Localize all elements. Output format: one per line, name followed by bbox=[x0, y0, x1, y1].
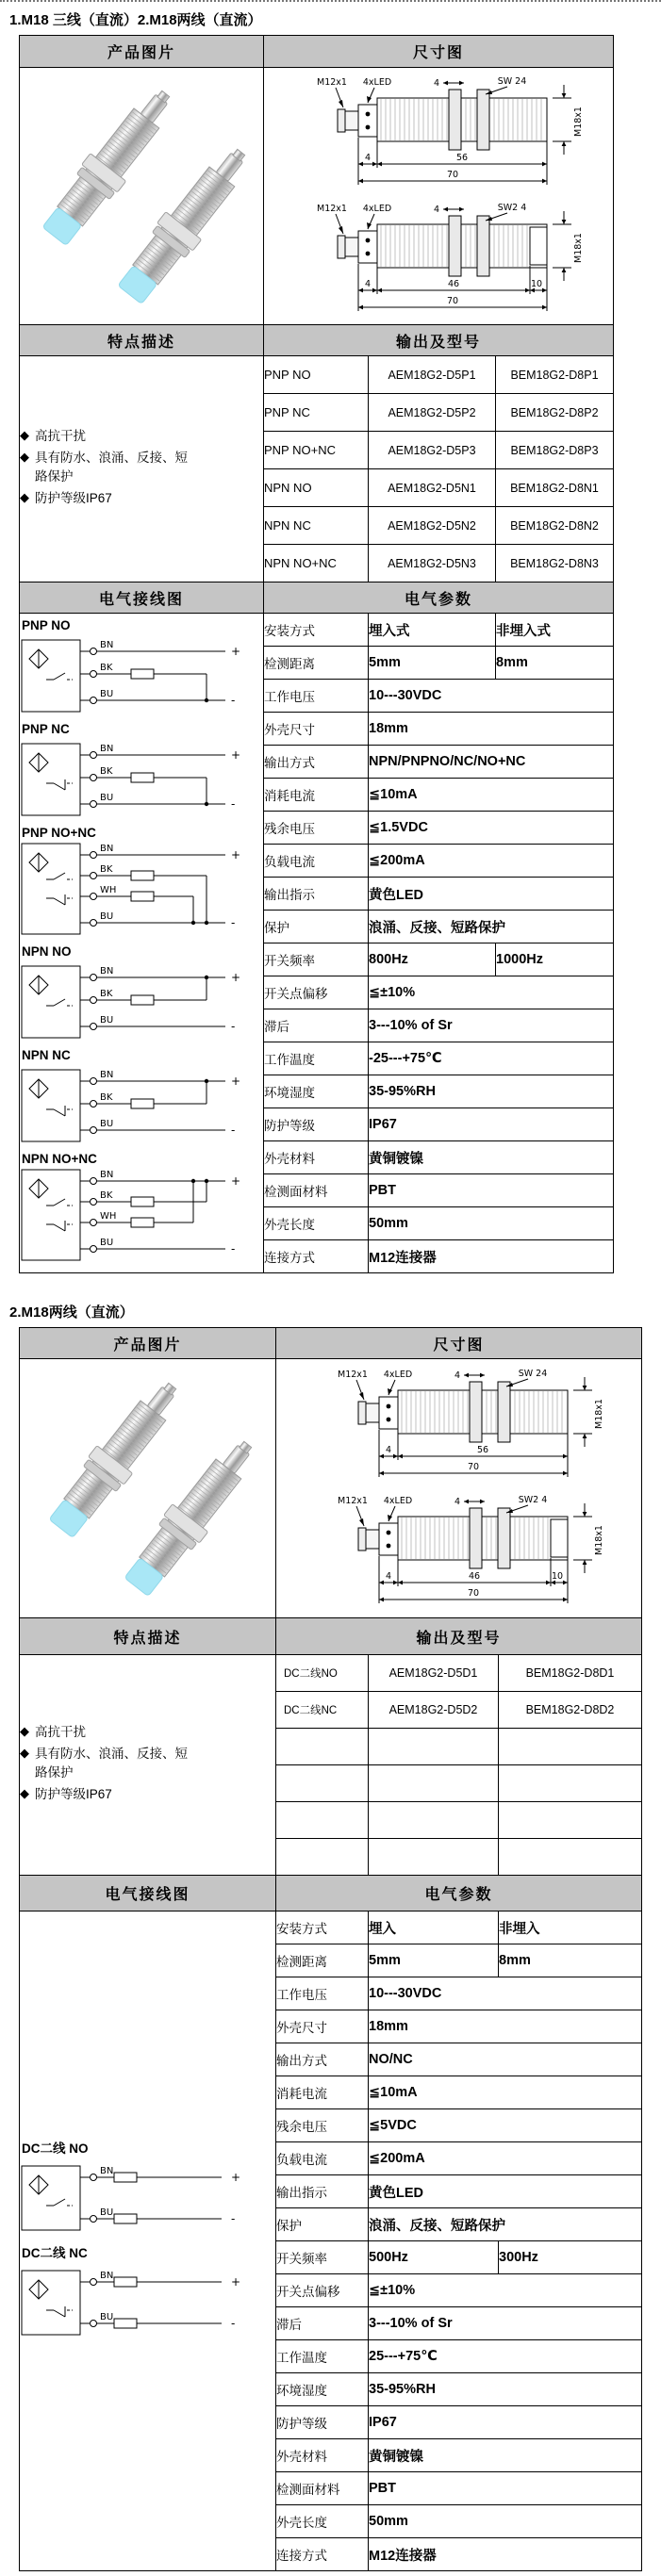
dim-label: SW2 4 bbox=[497, 203, 527, 213]
wire-name: BK bbox=[100, 765, 113, 777]
section2-title: 2.M18两线（直流） bbox=[9, 1304, 134, 1321]
param-label: 负载电流 bbox=[264, 845, 369, 878]
dim-label: M18x1 bbox=[573, 107, 584, 137]
dim-label: 70 bbox=[467, 1588, 479, 1599]
dim-label: 70 bbox=[467, 1462, 479, 1472]
param-label: 连接方式 bbox=[264, 1240, 369, 1273]
minus-sign: - bbox=[231, 915, 236, 929]
dim-label: M18x1 bbox=[593, 1399, 604, 1429]
param-label: 工作电压 bbox=[276, 1977, 369, 2010]
empty-cell bbox=[499, 1765, 642, 1802]
param-value: ≦±10% bbox=[369, 976, 614, 1009]
empty-cell bbox=[276, 1765, 369, 1802]
feature-item bbox=[20, 1745, 275, 1783]
features-cell bbox=[20, 356, 264, 582]
param-label: 工作电压 bbox=[264, 680, 369, 713]
minus-sign: - bbox=[231, 2316, 236, 2330]
spec-table-2 bbox=[19, 1327, 642, 2571]
features-cell bbox=[20, 1655, 276, 1876]
load-resistor bbox=[131, 1099, 154, 1108]
param-value: IP67 bbox=[369, 1108, 614, 1141]
plus-sign: + bbox=[231, 644, 241, 658]
model-flush-cell: AEM18G2-D5P2 bbox=[369, 394, 496, 432]
wiring-diagram bbox=[20, 1048, 263, 1150]
param-value: 800Hz bbox=[369, 943, 496, 976]
empty-cell bbox=[369, 1729, 499, 1765]
minus-sign: - bbox=[231, 2211, 236, 2225]
col-header-wiring: 电气接线图 bbox=[20, 582, 264, 614]
param-label: 环境湿度 bbox=[264, 1075, 369, 1108]
wire-name: BU bbox=[100, 792, 114, 803]
dim-label: 4 bbox=[454, 1370, 460, 1381]
param-label: 工作温度 bbox=[276, 2340, 369, 2373]
wire-name: BU bbox=[100, 2207, 114, 2218]
wire-name: WH bbox=[100, 884, 117, 895]
param-value: ≦200mA bbox=[369, 2142, 642, 2175]
wire-name: BN bbox=[100, 743, 114, 754]
param-value: 黄铜镀镍 bbox=[369, 1141, 614, 1174]
param-value: 500Hz bbox=[369, 2241, 499, 2274]
wire-name: BN bbox=[100, 1169, 114, 1180]
param-label: 检测面材料 bbox=[264, 1174, 369, 1207]
wiring-svg bbox=[20, 2261, 244, 2340]
model-nonflush-cell: BEM18G2-D8N2 bbox=[496, 507, 614, 545]
param-value: ≦10mA bbox=[369, 2076, 642, 2109]
product-photo-cell bbox=[20, 1359, 276, 1618]
wiring-svg bbox=[20, 2157, 244, 2236]
col-header-electrical: 电气参数 bbox=[264, 582, 614, 614]
dim-label: 70 bbox=[446, 170, 459, 180]
param-label: 工作温度 bbox=[264, 1042, 369, 1075]
param-label: 外壳尺寸 bbox=[276, 2010, 369, 2043]
param-value: M12连接器 bbox=[369, 1240, 614, 1273]
wire-name: BU bbox=[100, 911, 114, 922]
wire-name: BU bbox=[100, 1118, 114, 1129]
feature-text: 具有防水、浪涌、反接、短路保护 bbox=[35, 450, 188, 484]
param-label: 滞后 bbox=[264, 1009, 369, 1042]
wiring-cell bbox=[20, 1911, 276, 2571]
minus-sign: - bbox=[231, 1241, 236, 1255]
wire-name: WH bbox=[100, 1210, 117, 1222]
param-value: 浪涌、反接、短路保护 bbox=[369, 911, 614, 943]
model-nonflush-cell: BEM18G2-D8D1 bbox=[499, 1655, 642, 1692]
param-label: 输出方式 bbox=[264, 746, 369, 779]
model-nonflush-cell: BEM18G2-D8P3 bbox=[496, 432, 614, 469]
model-flush-cell: AEM18G2-D5D2 bbox=[369, 1692, 499, 1729]
wiring-diagram bbox=[20, 2242, 275, 2345]
spec-table-1 bbox=[19, 35, 614, 1273]
param-label: 滞后 bbox=[276, 2307, 369, 2340]
dim-label: M18x1 bbox=[573, 233, 584, 263]
param-value: 35-95%RH bbox=[369, 1075, 614, 1108]
param-value: 5mm bbox=[369, 1944, 499, 1977]
wire-name: BN bbox=[100, 965, 114, 976]
wiring-svg bbox=[20, 736, 244, 819]
output-type-cell: PNP NO bbox=[264, 356, 369, 394]
feature-item bbox=[20, 449, 263, 487]
wiring-diagram bbox=[20, 826, 263, 943]
param-label: 检测距离 bbox=[264, 647, 369, 680]
param-label: 保护 bbox=[264, 911, 369, 943]
param-value: 8mm bbox=[496, 647, 614, 680]
wire-name: BK bbox=[100, 988, 113, 999]
empty-cell bbox=[369, 1802, 499, 1839]
col-header-features: 特点描述 bbox=[20, 1618, 276, 1655]
dim-label: 4 bbox=[385, 1571, 391, 1582]
param-label: 消耗电流 bbox=[264, 779, 369, 812]
wiring-label: PNP NC bbox=[22, 721, 70, 736]
param-value: 50mm bbox=[369, 2505, 642, 2538]
wire-name: BK bbox=[100, 1190, 113, 1201]
wire-name: BN bbox=[100, 1069, 114, 1080]
param-value: 埋入式 bbox=[369, 614, 496, 647]
param-label: 残余电压 bbox=[276, 2109, 369, 2142]
load-resistor bbox=[114, 2214, 137, 2223]
dim-label: M12x1 bbox=[337, 1370, 368, 1380]
dim-label: M12x1 bbox=[337, 1496, 368, 1506]
param-value: 10---30VDC bbox=[369, 1977, 642, 2010]
minus-sign: - bbox=[231, 796, 236, 811]
param-value: 18mm bbox=[369, 713, 614, 746]
minus-sign: - bbox=[231, 1123, 236, 1137]
diamond-bullet-icon: ◆ bbox=[20, 449, 29, 464]
minus-sign: - bbox=[231, 1019, 236, 1033]
diamond-bullet-icon: ◆ bbox=[20, 1723, 29, 1738]
feature-item bbox=[20, 427, 263, 446]
model-flush-cell: AEM18G2-D5N2 bbox=[369, 507, 496, 545]
param-label: 输出指示 bbox=[264, 878, 369, 911]
output-type-cell: DC二线NO bbox=[276, 1655, 369, 1692]
param-label: 输出方式 bbox=[276, 2043, 369, 2076]
wiring-svg bbox=[20, 1166, 244, 1264]
model-flush-cell: AEM18G2-D5D1 bbox=[369, 1655, 499, 1692]
param-value: IP67 bbox=[369, 2406, 642, 2439]
dim-label: 4xLED bbox=[383, 1370, 412, 1380]
wire-name: BU bbox=[100, 2311, 114, 2322]
diamond-bullet-icon: ◆ bbox=[20, 490, 29, 505]
dim-label: 4 bbox=[433, 78, 440, 89]
param-label: 消耗电流 bbox=[276, 2076, 369, 2109]
dim-label: SW2 4 bbox=[518, 1495, 547, 1505]
product-photo bbox=[29, 1361, 267, 1612]
empty-cell bbox=[276, 1802, 369, 1839]
param-label: 外壳材料 bbox=[276, 2439, 369, 2472]
dim-label: M12x1 bbox=[317, 204, 347, 214]
param-label: 保护 bbox=[276, 2208, 369, 2241]
dim-label: 10 bbox=[530, 279, 543, 289]
param-value: -25---+75℃ bbox=[369, 1042, 614, 1075]
wire-name: BN bbox=[100, 843, 114, 854]
load-resistor bbox=[131, 669, 154, 679]
wire-name: BN bbox=[100, 639, 114, 650]
col-header-dimension: 尺寸图 bbox=[276, 1328, 642, 1359]
wiring-svg bbox=[20, 959, 244, 1042]
section-m18-two-wire bbox=[0, 1302, 661, 2571]
dim-label: M12x1 bbox=[317, 77, 347, 88]
wiring-svg bbox=[20, 1062, 244, 1145]
feature-item bbox=[20, 1785, 275, 1804]
minus-sign: - bbox=[231, 693, 236, 707]
plus-sign: + bbox=[231, 2274, 241, 2289]
feature-text: 高抗干扰 bbox=[35, 428, 86, 443]
dim-label: 46 bbox=[468, 1571, 480, 1582]
feature-item bbox=[20, 489, 263, 508]
wiring-diagram bbox=[20, 944, 263, 1046]
param-label: 安装方式 bbox=[276, 1911, 369, 1944]
dim-label: 4 bbox=[364, 279, 372, 289]
col-header-output: 输出及型号 bbox=[276, 1618, 642, 1655]
wiring-label: NPN NO+NC bbox=[22, 1151, 97, 1166]
param-label: 外壳尺寸 bbox=[264, 713, 369, 746]
wiring-label: NPN NC bbox=[22, 1047, 71, 1062]
col-header-product: 产品图片 bbox=[20, 1328, 276, 1359]
param-value: PBT bbox=[369, 2472, 642, 2505]
param-value: 8mm bbox=[499, 1944, 642, 1977]
load-resistor bbox=[131, 995, 154, 1005]
diamond-bullet-icon: ◆ bbox=[20, 1745, 29, 1760]
wiring-cell bbox=[20, 614, 264, 1273]
empty-cell bbox=[369, 1839, 499, 1876]
wiring-diagram bbox=[20, 1152, 263, 1269]
param-value: 25---+75℃ bbox=[369, 2340, 642, 2373]
dim-label: 46 bbox=[447, 279, 460, 289]
model-flush-cell: AEM18G2-D5N1 bbox=[369, 469, 496, 507]
param-value: ≦10mA bbox=[369, 779, 614, 812]
feature-text: 防护等级IP67 bbox=[35, 1787, 112, 1802]
dimension-diagram-flush bbox=[283, 75, 594, 194]
plus-sign: + bbox=[231, 1074, 241, 1088]
wire-name: BK bbox=[100, 662, 113, 673]
empty-cell bbox=[499, 1802, 642, 1839]
param-value: M12连接器 bbox=[369, 2538, 642, 2571]
dimension-diagram-flush bbox=[304, 1368, 615, 1486]
wiring-label: DC二线 NO bbox=[22, 2141, 89, 2156]
model-flush-cell: AEM18G2-D5P1 bbox=[369, 356, 496, 394]
param-value: 3---10% of Sr bbox=[369, 1009, 614, 1042]
empty-cell bbox=[276, 1839, 369, 1876]
param-value: 黄色LED bbox=[369, 2175, 642, 2208]
dim-label: 56 bbox=[476, 1445, 488, 1455]
param-value: 1000Hz bbox=[496, 943, 614, 976]
param-value: ≦5VDC bbox=[369, 2109, 642, 2142]
diamond-bullet-icon: ◆ bbox=[20, 427, 29, 442]
wire-name: BU bbox=[100, 1014, 114, 1025]
model-nonflush-cell: BEM18G2-D8N3 bbox=[496, 545, 614, 582]
feature-text: 具有防水、浪涌、反接、短路保护 bbox=[35, 1746, 188, 1780]
empty-cell bbox=[499, 1729, 642, 1765]
product-photo-cell bbox=[20, 68, 264, 325]
col-header-wiring: 电气接线图 bbox=[20, 1876, 276, 1911]
wiring-label: DC二线 NC bbox=[22, 2245, 88, 2260]
col-header-electrical: 电气参数 bbox=[276, 1876, 642, 1911]
wire-name: BK bbox=[100, 1091, 113, 1103]
wiring-label: NPN NO bbox=[22, 943, 72, 959]
wire-name: BK bbox=[100, 863, 113, 875]
param-label: 防护等级 bbox=[264, 1108, 369, 1141]
dim-label: 4 bbox=[364, 153, 372, 163]
param-value: ≦200mA bbox=[369, 845, 614, 878]
dim-label: M18x1 bbox=[593, 1525, 604, 1555]
product-photo bbox=[23, 69, 260, 320]
dim-label: 4 bbox=[385, 1445, 391, 1455]
empty-cell bbox=[276, 1729, 369, 1765]
dim-label: 70 bbox=[446, 296, 459, 306]
diamond-bullet-icon: ◆ bbox=[20, 1786, 29, 1801]
wire-name: BU bbox=[100, 688, 114, 699]
param-value: 浪涌、反接、短路保护 bbox=[369, 2208, 642, 2241]
param-label: 连接方式 bbox=[276, 2538, 369, 2571]
section1-title: 1.M18 三线（直流）2.M18两线（直流） bbox=[9, 12, 262, 28]
load-resistor bbox=[131, 1218, 154, 1227]
section-m18-three-wire bbox=[0, 9, 661, 1273]
param-value: 35-95%RH bbox=[369, 2373, 642, 2406]
wiring-diagram bbox=[20, 618, 263, 720]
load-resistor bbox=[114, 2173, 137, 2182]
page-top-dotted-border bbox=[0, 0, 661, 2]
wiring-label: PNP NO+NC bbox=[22, 825, 96, 840]
plus-sign: + bbox=[231, 2170, 241, 2184]
wiring-svg bbox=[20, 840, 244, 938]
param-label: 开关频率 bbox=[276, 2241, 369, 2274]
param-value: ≦1.5VDC bbox=[369, 812, 614, 845]
param-label: 外壳长度 bbox=[276, 2505, 369, 2538]
param-label: 开关点偏移 bbox=[264, 976, 369, 1009]
param-label: 环境湿度 bbox=[276, 2373, 369, 2406]
feature-text: 防护等级IP67 bbox=[35, 491, 112, 506]
wire-name: BN bbox=[100, 2270, 114, 2281]
dimension-cell bbox=[264, 68, 614, 325]
dimension-cell bbox=[276, 1359, 642, 1618]
dim-label: SW 24 bbox=[518, 1369, 547, 1379]
dim-label: 56 bbox=[455, 153, 469, 163]
output-type-cell: PNP NO+NC bbox=[264, 432, 369, 469]
output-type-cell: NPN NO bbox=[264, 469, 369, 507]
empty-cell bbox=[369, 1765, 499, 1802]
param-value: 非埋入式 bbox=[496, 614, 614, 647]
model-nonflush-cell: BEM18G2-D8N1 bbox=[496, 469, 614, 507]
col-header-dimension: 尺寸图 bbox=[264, 36, 614, 68]
param-value: 黄色LED bbox=[369, 878, 614, 911]
param-label: 外壳长度 bbox=[264, 1207, 369, 1240]
dimension-diagram-nonflush bbox=[304, 1494, 615, 1613]
param-value: 10---30VDC bbox=[369, 680, 614, 713]
empty-cell bbox=[499, 1839, 642, 1876]
load-resistor bbox=[131, 871, 154, 880]
param-value: 300Hz bbox=[499, 2241, 642, 2274]
param-label: 安装方式 bbox=[264, 614, 369, 647]
load-resistor bbox=[131, 773, 154, 782]
wiring-diagram bbox=[20, 2138, 275, 2240]
param-label: 开关点偏移 bbox=[276, 2274, 369, 2307]
dim-label: SW 24 bbox=[497, 76, 527, 87]
output-type-cell: DC二线NC bbox=[276, 1692, 369, 1729]
param-value: 5mm bbox=[369, 647, 496, 680]
param-value: NPN/PNPNO/NC/NO+NC bbox=[369, 746, 614, 779]
feature-item bbox=[20, 1723, 275, 1742]
wire-name: BN bbox=[100, 2165, 114, 2176]
model-nonflush-cell: BEM18G2-D8P1 bbox=[496, 356, 614, 394]
output-type-cell: NPN NO+NC bbox=[264, 545, 369, 582]
param-value: 3---10% of Sr bbox=[369, 2307, 642, 2340]
dim-label: 4xLED bbox=[383, 1496, 412, 1506]
dim-label: 4xLED bbox=[362, 77, 392, 88]
param-label: 检测距离 bbox=[276, 1944, 369, 1977]
dim-label: 4 bbox=[454, 1497, 460, 1507]
param-label: 检测面材料 bbox=[276, 2472, 369, 2505]
plus-sign: + bbox=[231, 970, 241, 984]
plus-sign: + bbox=[231, 747, 241, 762]
wire-name: BU bbox=[100, 1237, 114, 1248]
model-flush-cell: AEM18G2-D5P3 bbox=[369, 432, 496, 469]
wiring-svg bbox=[20, 632, 244, 715]
param-label: 残余电压 bbox=[264, 812, 369, 845]
model-nonflush-cell: BEM18G2-D8D2 bbox=[499, 1692, 642, 1729]
dimension-diagram-nonflush bbox=[283, 202, 594, 320]
param-value: ≦±10% bbox=[369, 2274, 642, 2307]
wiring-label: PNP NO bbox=[22, 617, 71, 632]
feature-text: 高抗干扰 bbox=[35, 1724, 86, 1739]
plus-sign: + bbox=[231, 847, 241, 861]
param-value: 50mm bbox=[369, 1207, 614, 1240]
model-flush-cell: AEM18G2-D5N3 bbox=[369, 545, 496, 582]
load-resistor bbox=[131, 892, 154, 901]
dim-label: 4xLED bbox=[362, 204, 392, 214]
dim-label: 4 bbox=[433, 205, 440, 215]
col-header-product: 产品图片 bbox=[20, 36, 264, 68]
param-value: PBT bbox=[369, 1174, 614, 1207]
wiring-diagram bbox=[20, 722, 263, 824]
param-value: 18mm bbox=[369, 2010, 642, 2043]
load-resistor bbox=[114, 2319, 137, 2328]
plus-sign: + bbox=[231, 1173, 241, 1188]
output-type-cell: PNP NC bbox=[264, 394, 369, 432]
param-label: 开关频率 bbox=[264, 943, 369, 976]
param-label: 负载电流 bbox=[276, 2142, 369, 2175]
dim-label: 10 bbox=[551, 1571, 563, 1582]
load-resistor bbox=[114, 2277, 137, 2287]
col-header-output: 输出及型号 bbox=[264, 325, 614, 356]
param-label: 输出指示 bbox=[276, 2175, 369, 2208]
param-value: 非埋入 bbox=[499, 1911, 642, 1944]
param-value: 埋入 bbox=[369, 1911, 499, 1944]
load-resistor bbox=[131, 1197, 154, 1206]
output-type-cell: NPN NC bbox=[264, 507, 369, 545]
param-value: 黄铜镀镍 bbox=[369, 2439, 642, 2472]
param-label: 防护等级 bbox=[276, 2406, 369, 2439]
model-nonflush-cell: BEM18G2-D8P2 bbox=[496, 394, 614, 432]
param-label: 外壳材料 bbox=[264, 1141, 369, 1174]
col-header-features: 特点描述 bbox=[20, 325, 264, 356]
param-value: NO/NC bbox=[369, 2043, 642, 2076]
